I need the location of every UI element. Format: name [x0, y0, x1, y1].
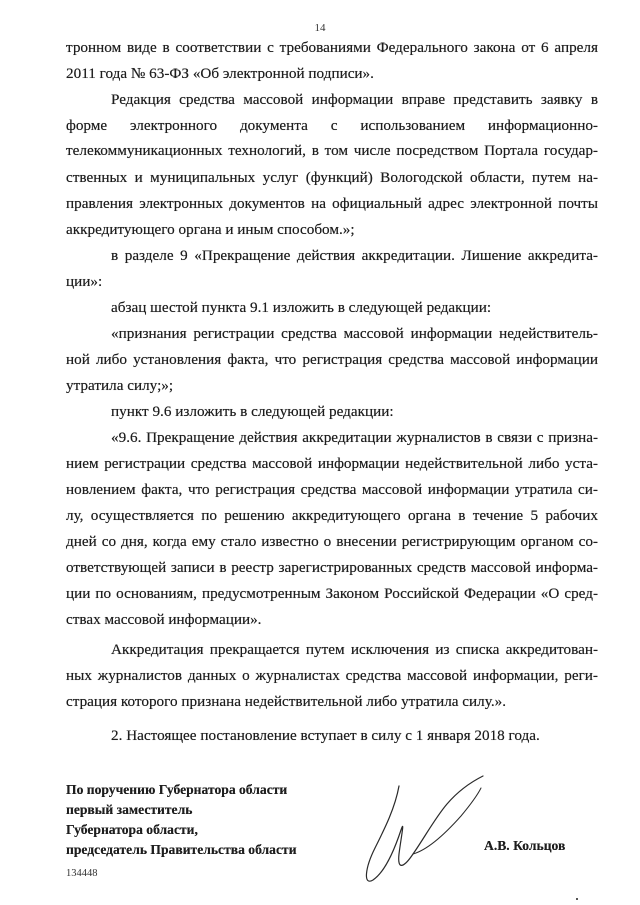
text-line: в разделе 9 «Прекращение действия аккредитации. Лишение аккредита- [111, 247, 598, 264]
signatory-name: А.В. Кольцов [484, 838, 566, 853]
text-line: лу, осуществляется по решению аккредитующего органа в течение 5 рабочих [66, 507, 598, 524]
text-line: пункт 9.6 изложить в следующей редакции: [111, 403, 394, 420]
text-line: дней со дня, когда ему стало известно о внесении регистрирующим органом со- [66, 533, 598, 550]
text-line: Аккредитация прекращается путем исключения из списка аккредитован- [111, 641, 598, 658]
text-line: ции по основаниям, предусмотренным Законом Российской Федерации «О сред- [66, 585, 598, 602]
scan-artifact [576, 898, 578, 900]
text-line: аккредитующего органа и иным способом.»; [66, 221, 355, 238]
text-line: нием регистрации средства массовой информации недействительной либо уста- [66, 455, 598, 472]
text-line: ции»: [66, 273, 103, 290]
text-line: ной либо установления факта, что регистрация средства массовой информации [66, 351, 598, 368]
text-line: «9.6. Прекращение действия аккредитации журналистов в связи с призна- [111, 429, 598, 446]
text-line: «признания регистрации средства массовой информации недействитель- [111, 325, 598, 342]
text-line: ных журналистов данных о журналистах средства массовой информации, реги- [66, 667, 598, 684]
text-line: ответствующей записи в реестр зарегистрированных средств массовой информа- [66, 559, 598, 576]
signature-title-line: первый заместитель [66, 802, 193, 817]
text-line: ствах массовой информации». [66, 611, 262, 628]
text-line: Редакция средства массовой информации вправе представить заявку в [111, 91, 598, 108]
text-line: телекоммуникационных технологий, в том числе посредством Портала государ- [66, 142, 598, 159]
text-line: тронном виде в соответствии с требованиями Федерального закона от 6 апреля [66, 39, 598, 56]
text-line: новлением факта, что регистрация средства массовой информации утратила си- [66, 481, 598, 498]
signature-title-line: председатель Правительства области [66, 842, 297, 857]
document-code: 134448 [66, 868, 98, 879]
text-line: правления электронных документов на официальный адрес электронной почты [66, 195, 598, 212]
text-line: ственных и муниципальных услуг (функций) Вологодской области, путем на- [66, 169, 598, 186]
page-number: 14 [314, 22, 326, 34]
text-line: утратила силу;»; [66, 377, 174, 394]
text-line: форме электронного документа с использованием информационно- [66, 117, 598, 134]
text-line: абзац шестой пункта 9.1 изложить в следующей редакции: [111, 299, 492, 316]
text-line: 2. Настоящее постановление вступает в силу с 1 января 2018 года. [111, 727, 540, 744]
text-line: 2011 года № 63-ФЗ «Об электронной подписи». [66, 65, 374, 82]
signature-title-line: По поручению Губернатора области [66, 782, 288, 797]
text-line: страция которого признана недействительной либо утратила силу.». [66, 693, 507, 710]
handwritten-signature [355, 768, 505, 898]
signature-title-line: Губернатора области, [66, 822, 198, 837]
